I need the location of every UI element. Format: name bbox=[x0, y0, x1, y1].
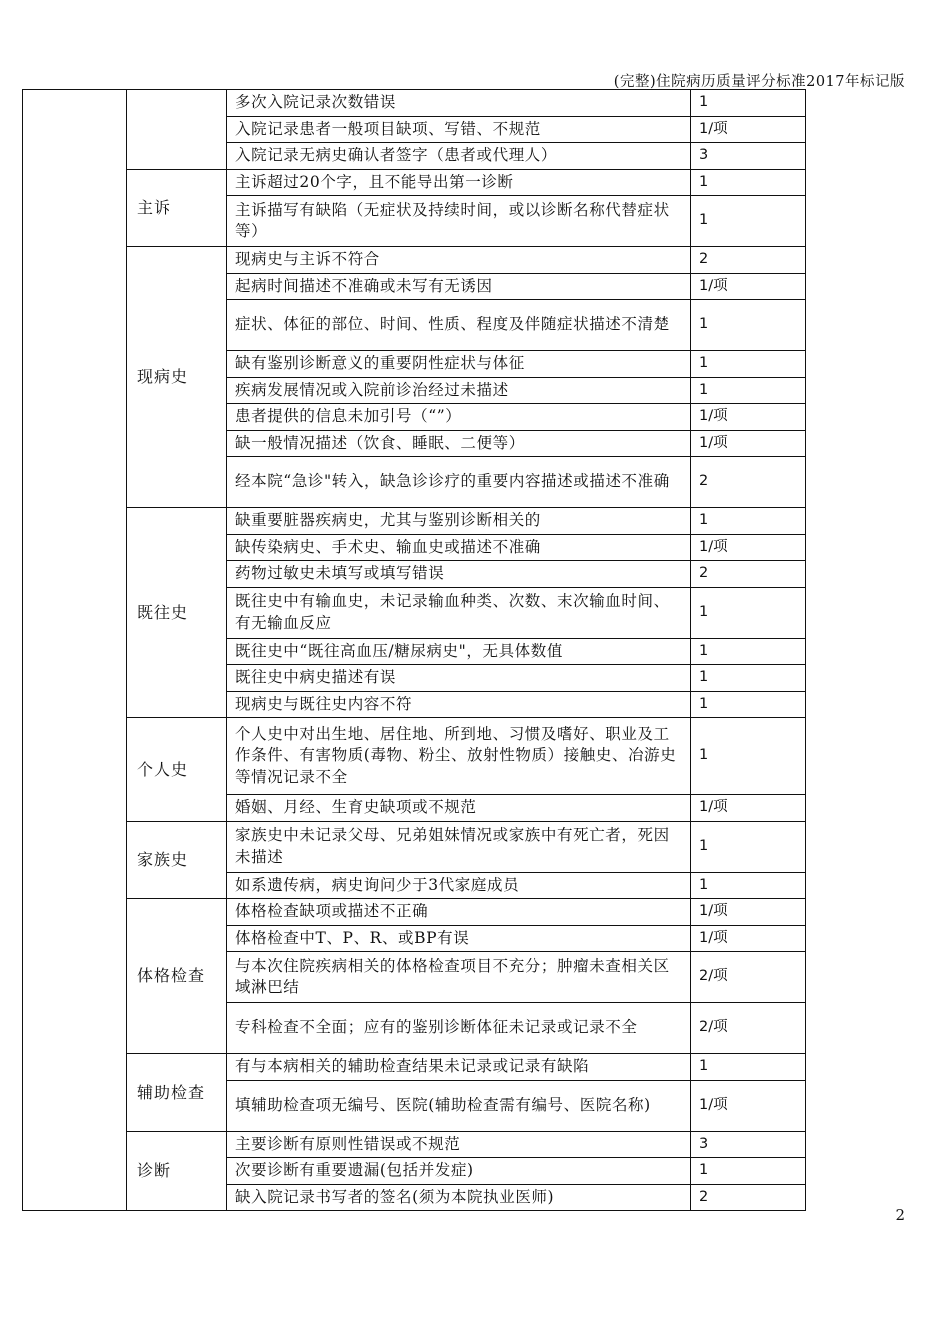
deduction-score: 1 bbox=[691, 872, 806, 899]
category-column bbox=[23, 90, 127, 1211]
table-row bbox=[23, 899, 806, 926]
table-row bbox=[23, 821, 806, 872]
deduction-score: 1/项 bbox=[691, 404, 806, 431]
deduction-score: 1/项 bbox=[691, 795, 806, 822]
table-row bbox=[23, 169, 806, 196]
criterion-text: 个人史中对出生地、居住地、所到地、习惯及嗜好、职业及工作条件、有害物质(毒物、粉尘、放射性物质）接触史、冶游史等情况记录不全 bbox=[227, 718, 691, 795]
criterion-text: 缺一般情况描述（饮食、睡眠、二便等） bbox=[227, 430, 691, 457]
deduction-score: 2 bbox=[691, 561, 806, 588]
criterion-text: 既往史中“既往高血压/糖尿病史"，无具体数值 bbox=[227, 638, 691, 665]
table-row bbox=[23, 247, 806, 274]
criterion-text: 主诉超过20个字，且不能导出第一诊断 bbox=[227, 169, 691, 196]
deduction-score: 1 bbox=[691, 821, 806, 872]
deduction-score: 1 bbox=[691, 665, 806, 692]
deduction-score: 1/项 bbox=[691, 534, 806, 561]
criterion-text: 家族史中未记录父母、兄弟姐妹情况或家族中有死亡者，死因未描述 bbox=[227, 821, 691, 872]
deduction-score: 1 bbox=[691, 169, 806, 196]
criterion-text: 次要诊断有重要遗漏(包括并发症) bbox=[227, 1158, 691, 1185]
criterion-text: 药物过敏史未填写或填写错误 bbox=[227, 561, 691, 588]
deduction-score: 3 bbox=[691, 143, 806, 170]
criterion-text: 填辅助检查项无编号、医院(辅助检查需有编号、医院名称) bbox=[227, 1080, 691, 1131]
table-row bbox=[23, 508, 806, 535]
table-row bbox=[23, 90, 806, 117]
deduction-score: 1 bbox=[691, 638, 806, 665]
deduction-score: 1 bbox=[691, 1158, 806, 1185]
table-row bbox=[23, 1054, 806, 1081]
criterion-text: 有与本病相关的辅助检查结果未记录或记录有缺陷 bbox=[227, 1054, 691, 1081]
criterion-text: 疾病发展情况或入院前诊治经过未描述 bbox=[227, 377, 691, 404]
section-name: 家族史 bbox=[127, 821, 227, 899]
section-name: 辅助检查 bbox=[127, 1054, 227, 1132]
page-header: (完整)住院病历质量评分标准2017年标记版 bbox=[613, 74, 905, 90]
deduction-score: 1/项 bbox=[691, 925, 806, 952]
deduction-score: 1 bbox=[691, 508, 806, 535]
deduction-score: 1/项 bbox=[691, 1080, 806, 1131]
deduction-score: 1 bbox=[691, 377, 806, 404]
section-name: 个人史 bbox=[127, 718, 227, 822]
criterion-text: 入院记录患者一般项目缺项、写错、不规范 bbox=[227, 116, 691, 143]
deduction-score: 1/项 bbox=[691, 273, 806, 300]
section-name: 现病史 bbox=[127, 247, 227, 508]
table-row bbox=[23, 1131, 806, 1158]
criterion-text: 多次入院记录次数错误 bbox=[227, 90, 691, 117]
deduction-score: 1 bbox=[691, 90, 806, 117]
criterion-text: 缺重要脏器疾病史，尤其与鉴别诊断相关的 bbox=[227, 508, 691, 535]
deduction-score: 1/项 bbox=[691, 899, 806, 926]
criterion-text: 现病史与既往史内容不符 bbox=[227, 691, 691, 718]
deduction-score: 3 bbox=[691, 1131, 806, 1158]
criterion-text: 起病时间描述不准确或未写有无诱因 bbox=[227, 273, 691, 300]
criterion-text: 主要诊断有原则性错误或不规范 bbox=[227, 1131, 691, 1158]
section-name: 主诉 bbox=[127, 169, 227, 247]
criterion-text: 如系遗传病，病史询问少于3代家庭成员 bbox=[227, 872, 691, 899]
criterion-text: 缺有鉴别诊断意义的重要阴性症状与体征 bbox=[227, 351, 691, 378]
criterion-text: 体格检查中T、P、R、或BP有误 bbox=[227, 925, 691, 952]
deduction-score: 1/项 bbox=[691, 430, 806, 457]
deduction-score: 1 bbox=[691, 300, 806, 351]
criterion-text: 缺传染病史、手术史、输血史或描述不准确 bbox=[227, 534, 691, 561]
scoring-table bbox=[22, 89, 806, 1211]
criterion-text: 症状、体征的部位、时间、性质、程度及伴随症状描述不清楚 bbox=[227, 300, 691, 351]
criterion-text: 患者提供的信息未加引号（“”） bbox=[227, 404, 691, 431]
criterion-text: 入院记录无病史确认者签字（患者或代理人） bbox=[227, 143, 691, 170]
criterion-text: 婚姻、月经、生育史缺项或不规范 bbox=[227, 795, 691, 822]
deduction-score: 1 bbox=[691, 587, 806, 638]
section-name: 既往史 bbox=[127, 508, 227, 718]
criterion-text: 既往史中病史描述有误 bbox=[227, 665, 691, 692]
deduction-score: 1 bbox=[691, 196, 806, 247]
criterion-text: 与本次住院疾病相关的体格检查项目不充分；肿瘤未查相关区域淋巴结 bbox=[227, 952, 691, 1003]
deduction-score: 1 bbox=[691, 351, 806, 378]
section-name: 诊断 bbox=[127, 1131, 227, 1211]
criterion-text: 缺入院记录书写者的签名(须为本院执业医师) bbox=[227, 1184, 691, 1211]
deduction-score: 2 bbox=[691, 247, 806, 274]
deduction-score: 2/项 bbox=[691, 952, 806, 1003]
page-number: 2 bbox=[895, 1206, 905, 1224]
deduction-score: 2/项 bbox=[691, 1003, 806, 1054]
deduction-score: 2 bbox=[691, 1184, 806, 1211]
section-name: 体格检查 bbox=[127, 899, 227, 1054]
deduction-score: 2 bbox=[691, 457, 806, 508]
table-row bbox=[23, 718, 806, 795]
criterion-text: 专科检查不全面；应有的鉴别诊断体征未记录或记录不全 bbox=[227, 1003, 691, 1054]
criterion-text: 现病史与主诉不符合 bbox=[227, 247, 691, 274]
criterion-text: 既往史中有输血史，未记录输血种类、次数、末次输血时间、有无输血反应 bbox=[227, 587, 691, 638]
deduction-score: 1 bbox=[691, 718, 806, 795]
deduction-score: 1/项 bbox=[691, 116, 806, 143]
deduction-score: 1 bbox=[691, 1054, 806, 1081]
deduction-score: 1 bbox=[691, 691, 806, 718]
criterion-text: 主诉描写有缺陷（无症状及持续时间，或以诊断名称代替症状等） bbox=[227, 196, 691, 247]
criterion-text: 体格检查缺项或描述不正确 bbox=[227, 899, 691, 926]
section-name bbox=[127, 90, 227, 170]
criterion-text: 经本院“急诊"转入，缺急诊诊疗的重要内容描述或描述不准确 bbox=[227, 457, 691, 508]
